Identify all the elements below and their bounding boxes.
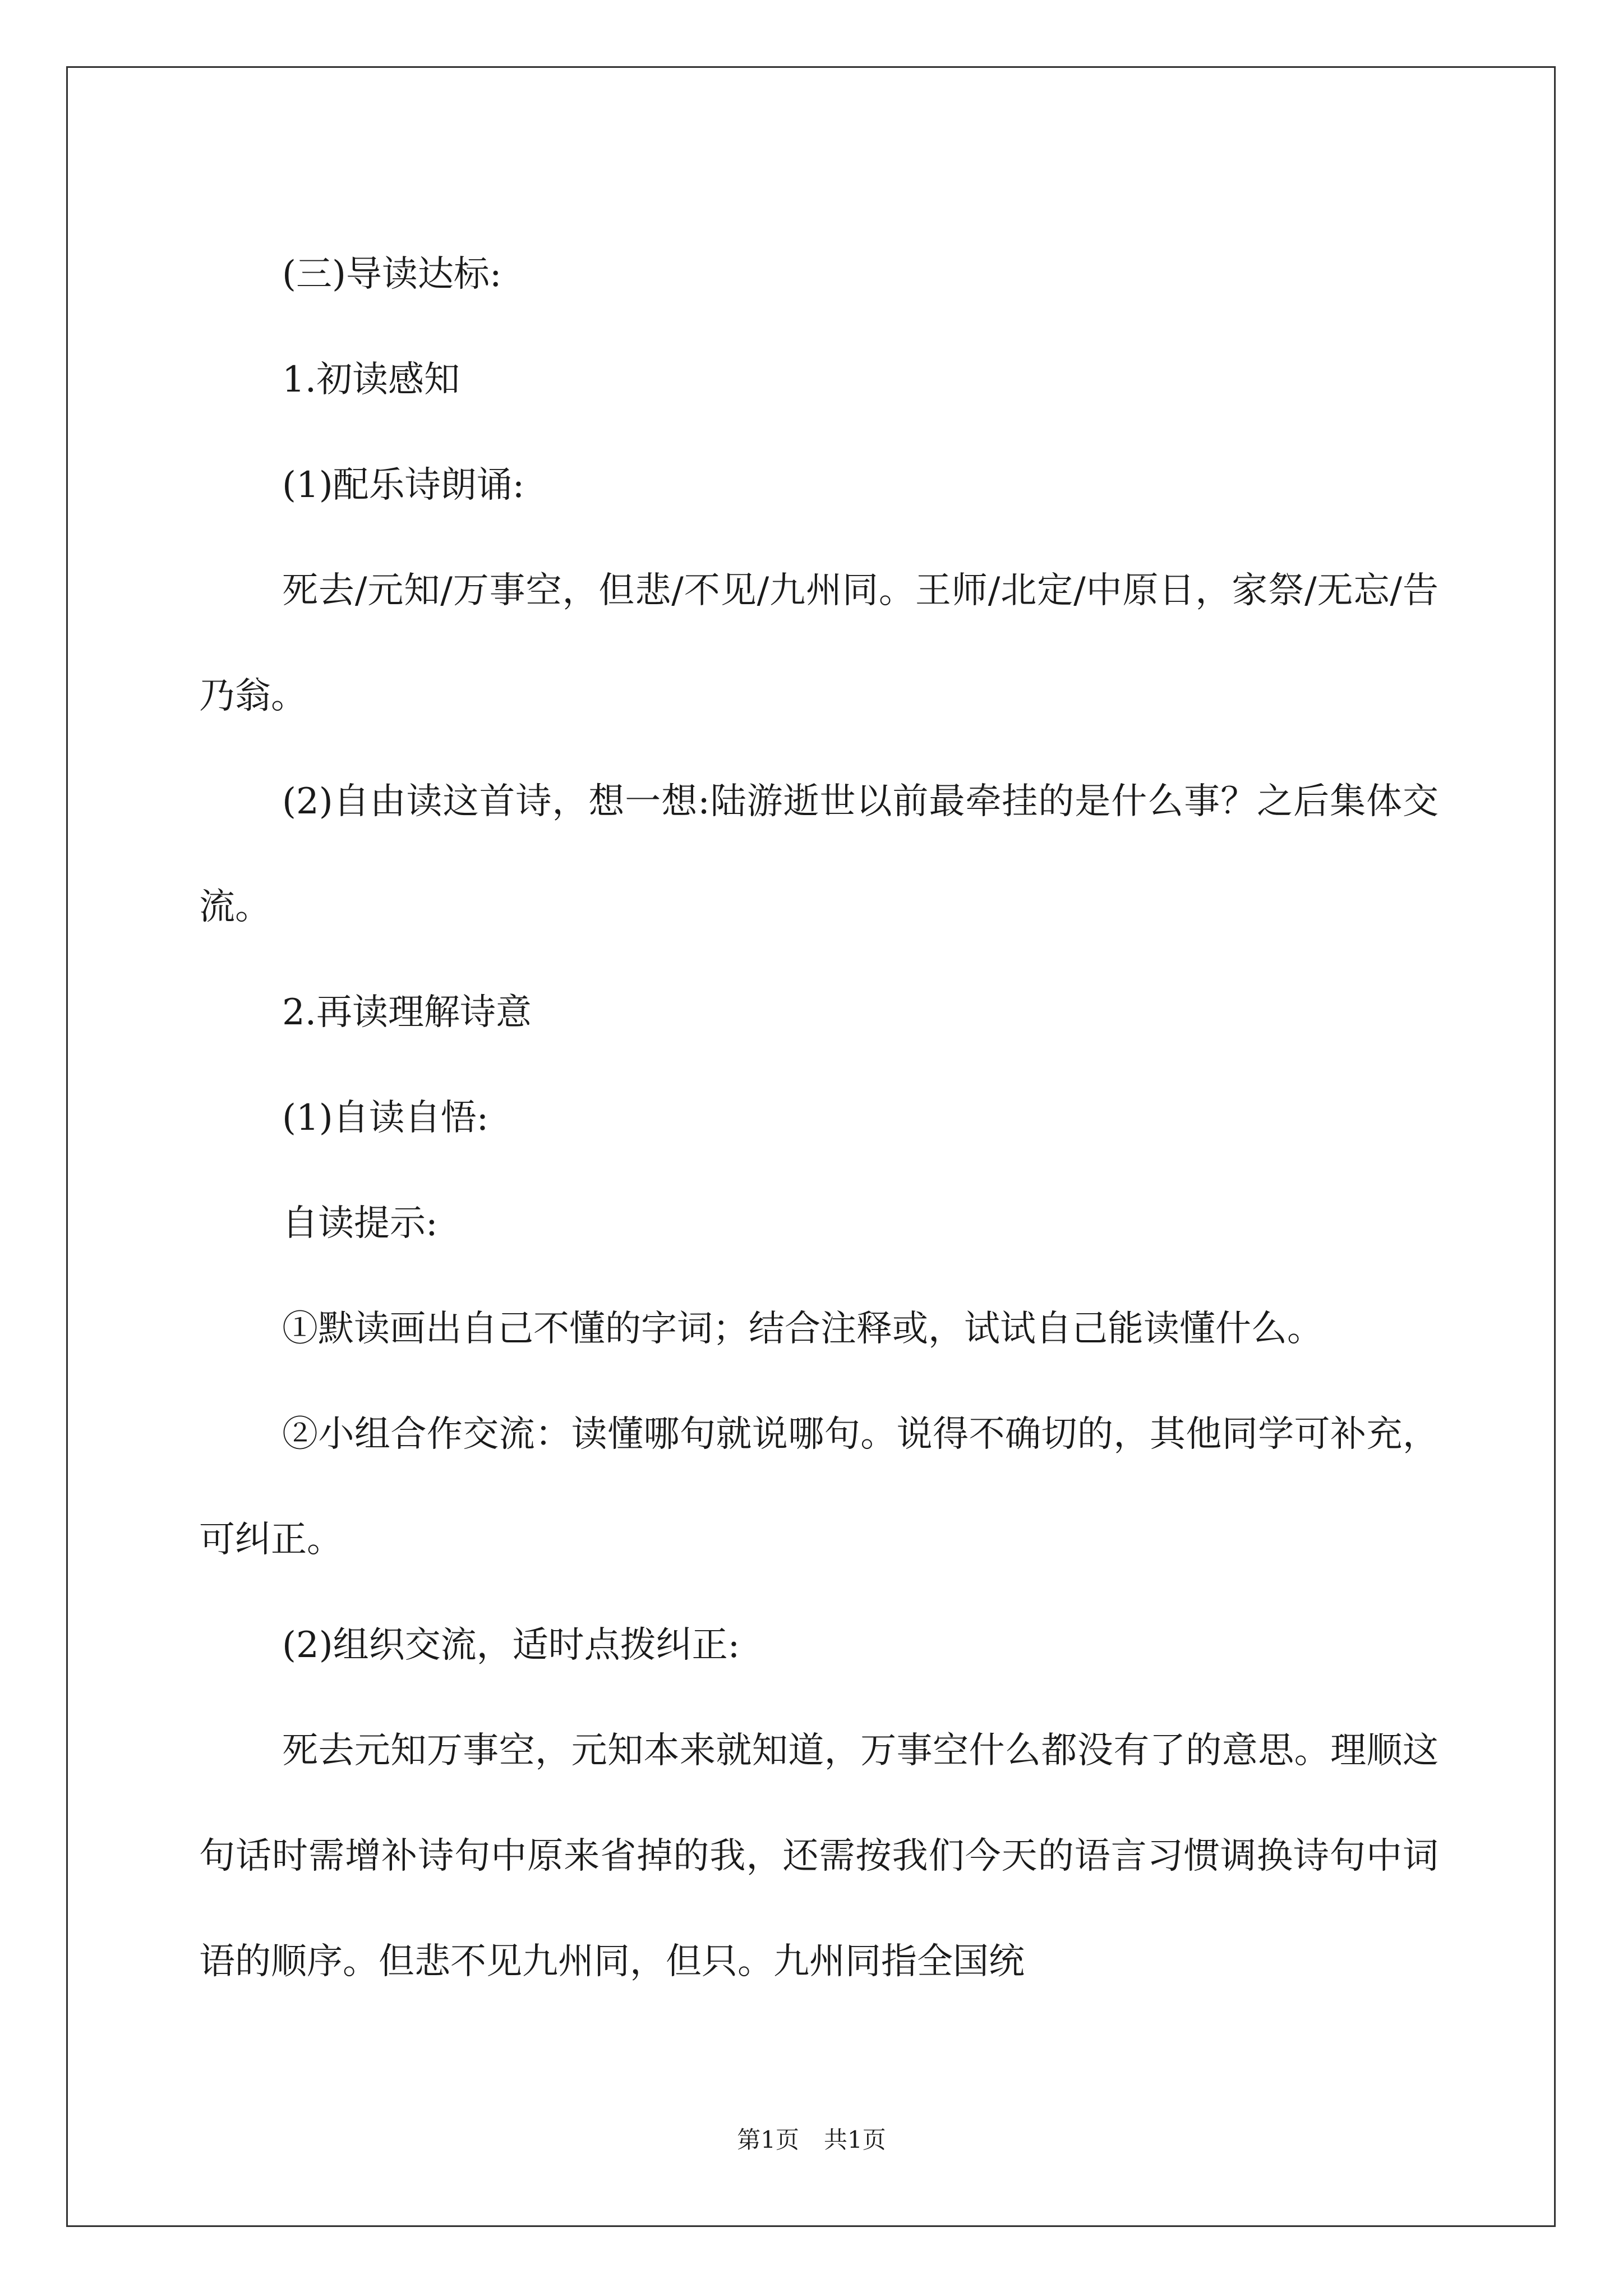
page-number-current: 第1页 [737, 2126, 799, 2154]
paragraph: 自读提示: [282, 1203, 438, 1244]
list-item: ①默读画出自己不懂的字词；结合注释或，试试自己能读懂什么。 [282, 1308, 1323, 1350]
subsection-heading: 2.再读理解诗意 [282, 992, 532, 1033]
paragraph: 死去元知万事空，元知本来就知道，万事空什么都没有了的意思。理顺这句话时需增补诗句中原来省掉的我，还需按我们今天的语言习惯调换诗句中词语的顺序。但悲不见九州同，但只。九州同指全国统 [199, 1730, 1438, 1982]
item-heading: (1)自读自悟: [282, 1097, 489, 1139]
list-item: ②小组合作交流：读懂哪句就说哪句。说得不确切的，其他同学可补充，可纠正。 [199, 1414, 1438, 1561]
subsection-heading: 1.初读感知 [282, 359, 460, 401]
section-heading: (三)导读达标: [282, 254, 502, 295]
poem-text: 死去/元知/万事空，但悲/不见/九州同。王师/北定/中原日，家祭/无忘/告乃翁。 [199, 570, 1438, 717]
item-heading: (2)组织交流，适时点拨纠正: [282, 1625, 740, 1666]
page-footer [0, 2122, 1623, 2155]
page-number-total: 共1页 [824, 2126, 886, 2154]
paragraph: (2)自由读这首诗，想一想:陆游逝世以前最牵挂的是什么事？之后集体交流。 [199, 781, 1438, 928]
document-body [199, 222, 1438, 2014]
item-heading: (1)配乐诗朗诵: [282, 464, 525, 506]
